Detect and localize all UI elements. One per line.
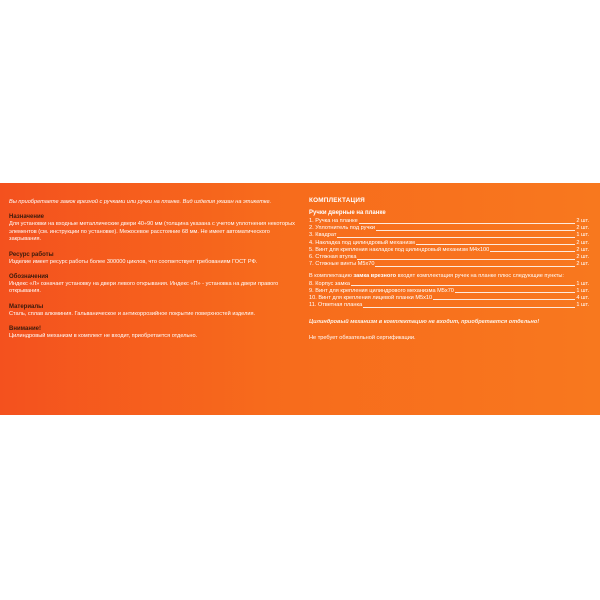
list-item: 2. Уплотнитель под ручки 2 шт.	[309, 225, 589, 232]
leader-dots	[375, 266, 575, 267]
resource-block	[9, 251, 297, 266]
lock-list	[309, 281, 589, 310]
leader-dots	[351, 285, 575, 286]
list-item: 9. Винт для крепления цилиндрового механизма М5х70 1 шт.	[309, 287, 589, 294]
resource-heading: Ресурс работы	[9, 251, 54, 258]
lock-note: В комплектацию замка врезного входят комплектация ручек на планке плюс следующие пункты:	[309, 273, 564, 280]
purpose-heading: Назначение	[9, 214, 45, 221]
purpose-block	[9, 213, 297, 243]
leader-dots	[433, 299, 575, 300]
list-item: 4. Накладка под цилиндровый механизм 2 шт.	[309, 239, 589, 246]
leader-dots	[363, 307, 575, 308]
leader-dots	[416, 244, 575, 245]
list-item: 7. Стяжные винты М5х70 2 шт.	[309, 261, 589, 268]
list-item: 6. Стяжная втулка 2 шт.	[309, 253, 589, 260]
designation-block	[9, 273, 297, 296]
materials-text: Сталь, сплав алюминия. Гальваническое и антикоррозийное покрытие поверхностей изделия.	[9, 310, 256, 317]
designation-text: Индекс «Л» означает установку на двери левого открывания. Индекс «П» - установка на двери правого открывания.	[9, 281, 279, 295]
list-item: 3. Квадрат 1 шт.	[309, 232, 589, 239]
materials-block	[9, 303, 297, 318]
leader-dots	[357, 259, 575, 260]
leader-dots	[376, 230, 575, 231]
materials-heading: Материалы	[9, 303, 44, 310]
handles-heading: Ручки дверные на планке	[309, 210, 386, 216]
intro-block	[9, 199, 297, 206]
contents-heading: КОМПЛЕКТАЦИЯ	[309, 197, 365, 204]
intro-text: Вы приобретаете замок врезной с ручками или ручки на планке. Вид изделия указан на этикетке.	[9, 199, 272, 205]
leader-dots	[359, 223, 576, 224]
list-item: 11. Ответная планка 1 шт.	[309, 302, 589, 309]
lock-note-emphasis: замка врезного	[353, 273, 397, 280]
attention-text: Цилиндровый механизм в комплект не входит, приобретается отдельно.	[9, 333, 198, 340]
list-item: 10. Винт для крепления лицевой планки М5х10 4 шт.	[309, 294, 589, 301]
attention-heading: Внимание!	[9, 326, 41, 333]
list-item: 1. Ручка на планке 2 шт.	[309, 217, 589, 224]
purpose-text: Для установки на входные металлические двери 40÷90 мм (толщина указана с учетом уплотнения некоторых элементов (см. инструкции по установке). Межосевое расстояние 68 мм. Не имеет автоматического закрывания.	[9, 221, 295, 243]
description-column	[9, 199, 297, 348]
list-item: 5. Винт для крепления накладок под цилиндровый механизм М4х100 2 шт.	[309, 246, 589, 253]
leader-dots	[455, 292, 575, 293]
certification-note: Не требует обязательной сертификации.	[309, 334, 416, 341]
designation-heading: Обозначения	[9, 274, 49, 281]
cylinder-warning: Цилиндровый механизм в комплектацию не входит, приобретается отдельно!	[309, 319, 540, 326]
list-item: 8. Корпус замка 1 шт.	[309, 280, 589, 287]
handles-list	[309, 218, 589, 268]
instruction-banner	[0, 183, 600, 415]
contents-column	[309, 197, 589, 342]
leader-dots	[490, 251, 575, 252]
leader-dots	[337, 237, 575, 238]
attention-block	[9, 325, 297, 340]
resource-text: Изделие имеет ресурс работы более 300000 циклов, что соответствует требованиям ГОСТ РФ.	[9, 258, 258, 265]
